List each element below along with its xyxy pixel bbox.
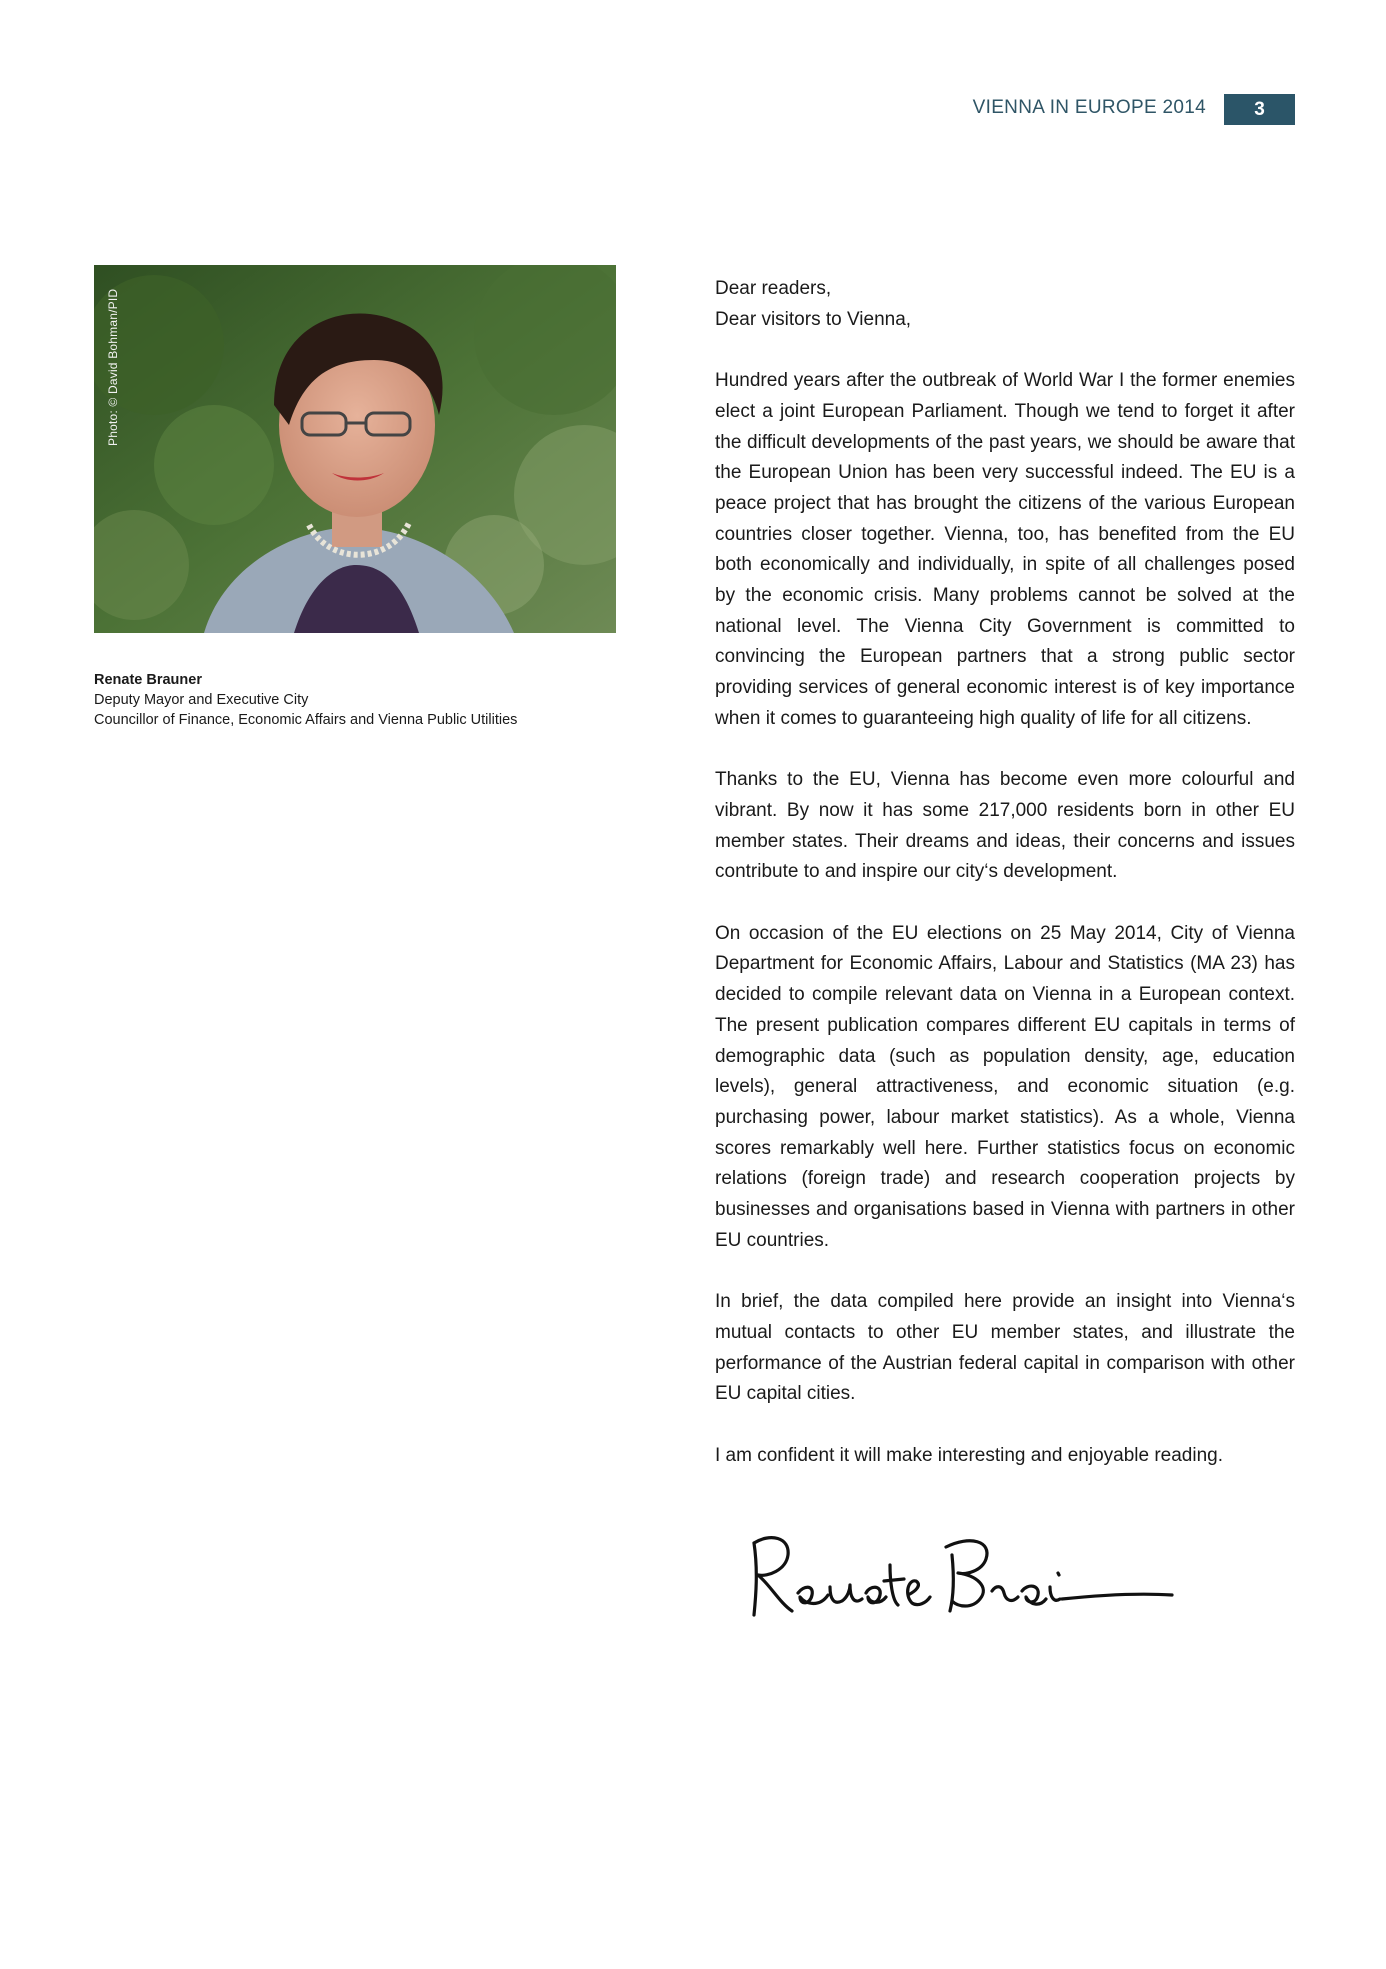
caption-name: Renate Brauner [94,672,202,688]
page-number: 3 [1224,94,1295,125]
caption-role-line2: Councillor of Finance, Economic Affairs and Vienna Public Utilities [94,712,518,728]
letter-paragraph-1: Hundred years after the outbreak of World War I the former enemies elect a joint European Parliament. Though we tend to forget it after the difficult developments of the past years, we should be aware that the European Union has been very successful indeed. The EU is a peace project that has brought the citizens of the various European countries closer together. Vienna, too, has benefited from the EU both economically and individually, in spite of all challenges posed by the economic crisis. Many problems cannot be solved at the national level. The Vienna City Government is committed to convincing the European partners that a strong public sector providing services of general economic interest is of key importance when it comes to guaranteeing high quality of life for all citizens. [715,370,1295,729]
photo-caption [94,670,614,730]
portrait-photo [94,265,616,633]
greeting-line2: Dear visitors to Vienna, [715,308,912,330]
publication-title: VIENNA IN EUROPE 2014 [972,97,1206,118]
handwritten-signature [740,1515,1180,1625]
letter-closing: I am confident it will make interesting and enjoyable reading. [715,1444,1224,1466]
photo-credit [106,276,120,446]
letter-paragraph-4: In brief, the data compiled here provide an insight into Vienna‘s mutual contacts to other EU member states, and illustrate the performance of the Austrian federal capital in comparison with other EU capital cities. [715,1291,1295,1405]
letter-body [715,274,1295,1502]
photo-credit-text: Photo: © David Bohman/PID [106,288,120,446]
letter-paragraph-2: Thanks to the EU, Vienna has become even more colourful and vibrant. By now it has some 217,000 residents born in other EU member states. Their dreams and ideas, their concerns and issues contribute to and inspire our city‘s development. [715,769,1295,883]
greeting-line1: Dear readers, [715,278,832,299]
caption-role-line1: Deputy Mayor and Executive City [94,692,309,708]
letter-greeting [715,274,1295,335]
letter-paragraph-3: On occasion of the EU elections on 25 May 2014, City of Vienna Department for Economic Affairs, Labour and Statistics (MA 23) has decided to compile relevant data on Vienna in a European context. The present publication compares different EU capitals in terms of demographic data (such as population density, age, education levels), general attractiveness, and economic situation (e.g. purchasing power, labour market statistics). As a whole, Vienna scores remarkably well here. Further statistics focus on economic relations (foreign trade) and research cooperation projects by businesses and organisations based in Vienna with partners in other EU countries. [715,922,1295,1251]
